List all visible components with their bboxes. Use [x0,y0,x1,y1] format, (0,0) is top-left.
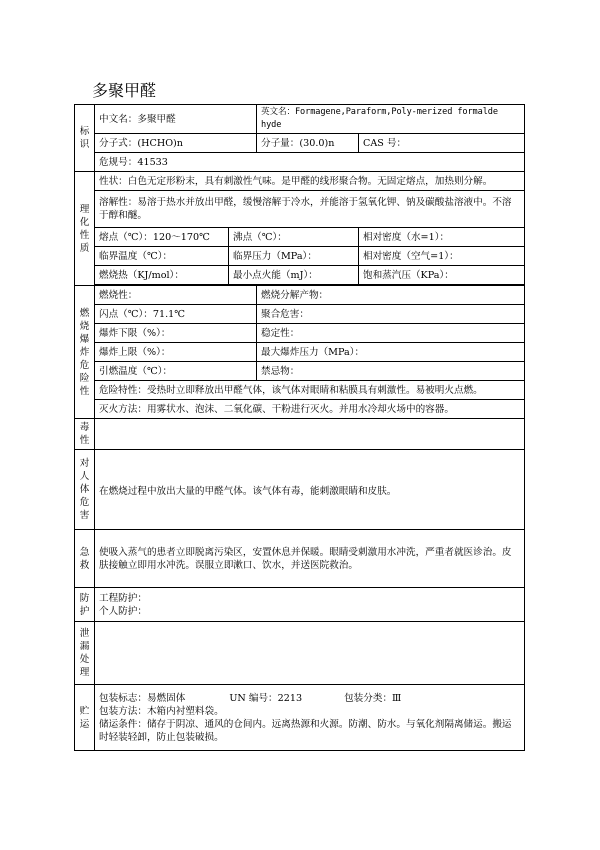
relative-density-water: 相对密度（水=1）： [359,228,525,247]
critical-pressure: 临界压力（MPa）： [229,247,359,266]
engineering-protection: 工程防护： [99,592,147,604]
max-explosion-pressure: 最大爆炸压力（MPa）： [257,343,525,362]
leakage-content [95,622,525,685]
hazard-number: 危规号：41533 [95,153,525,172]
section-toxicity: 毒 性 [75,419,95,450]
polymerization-hazard: 聚合危害： [257,305,525,324]
relative-density-air: 相对密度（空气=1）： [359,247,525,266]
first-aid-content: 使吸入蒸气的患者立即脱离污染区，安置休息并保暖。眼睛受刺激用水冲洗，严重者就医诊治。皮肤接触立即用水冲洗。误服立即漱口、饮水，并送医院救治。 [95,530,525,588]
un-number: UN 编号：2213 [229,692,303,704]
packing-class: 包装分类：Ⅲ [344,692,402,704]
stability: 稳定性： [257,324,525,343]
solubility: 溶解性：易溶于热水并放出甲醛，缓慢溶解于冷水，并能溶于氢氧化钾、钠及碳酸盐溶液中。不溶于醇和醚。 [95,191,525,228]
page-title: 多聚甲醛 [92,81,157,100]
extinguishing-method: 灭火方法：用雾状水、泡沫、二氧化碳、干粉进行灭火。并用水冷却火场中的容器。 [95,400,525,419]
flammability: 燃烧性： [95,286,257,305]
section-fire-hazard: 燃 烧 爆 炸 危 险 性 [75,286,95,419]
combustion-heat: 燃烧热（KJ/mol）： [95,266,229,285]
hazard-characteristics: 危险特性：受热时立即释放出甲醛气体，该气体对眼睛和粘膜具有刺激性。易被明火点燃。 [95,381,525,400]
vapor-pressure: 饱和蒸汽压（KPa）： [359,266,525,285]
boiling-point: 沸点（℃）： [229,228,359,247]
melting-point: 熔点（℃）：120～170℃ [95,228,229,247]
section-protection: 防 护 [75,588,95,622]
appearance: 性状：白色无定形粉末，具有刺激性气味。是甲醛的线形聚合物。无固定熔点，加热则分解。 [95,172,525,191]
packing-method: 包装方法：木箱内衬塑料袋。 [99,705,224,717]
section-properties: 理 化 性 质 [75,172,95,286]
msds-table [74,104,525,751]
section-storage: 贮 运 [75,685,95,751]
toxicity-content [95,419,525,450]
formula: 分子式：(HCHO)n [95,134,257,153]
section-health-hazard: 对 人 体 危 害 [75,450,95,530]
packing-mark: 包装标志：易燃固体 [99,692,186,704]
min-ignition-energy: 最小点火能（mJ）： [229,266,359,285]
personal-protection: 个人防护： [99,605,147,617]
storage-conditions: 储运条件：储存于阴凉、通风的仓间内。远离热源和火源。防潮、防水。与氧化剂隔离储运。搬运时轻装轻卸，防止包装破损。 [99,718,512,743]
lower-explosion-limit: 爆炸下限（%）： [95,324,257,343]
section-first-aid: 急 救 [75,530,95,588]
section-identification: 标 识 [75,105,95,172]
autoignition-temperature: 引燃温度（℃）： [95,362,257,381]
decomposition-products: 燃烧分解产物： [257,286,525,305]
flash-point: 闪点（℃）：71.1℃ [95,305,257,324]
protection-content [95,588,525,622]
critical-temperature: 临界温度（℃）： [95,247,229,266]
incompatible-materials: 禁忌物： [257,362,525,381]
en-name: 英文名：Formagene,Paraform,Poly-merized formalde hyde [257,105,525,134]
health-hazard-content: 在燃烧过程中放出大量的甲醛气体。该气体有毒，能刺激眼睛和皮肤。 [95,450,525,530]
upper-explosion-limit: 爆炸上限（%）： [95,343,257,362]
cas-number: CAS 号： [359,134,525,153]
section-leakage: 泄 漏 处 理 [75,622,95,685]
cn-name: 中文名：多聚甲醛 [95,105,257,134]
molecular-weight: 分子量：(30.0)n [257,134,359,153]
packing-line [99,692,520,705]
storage-content [95,685,525,751]
